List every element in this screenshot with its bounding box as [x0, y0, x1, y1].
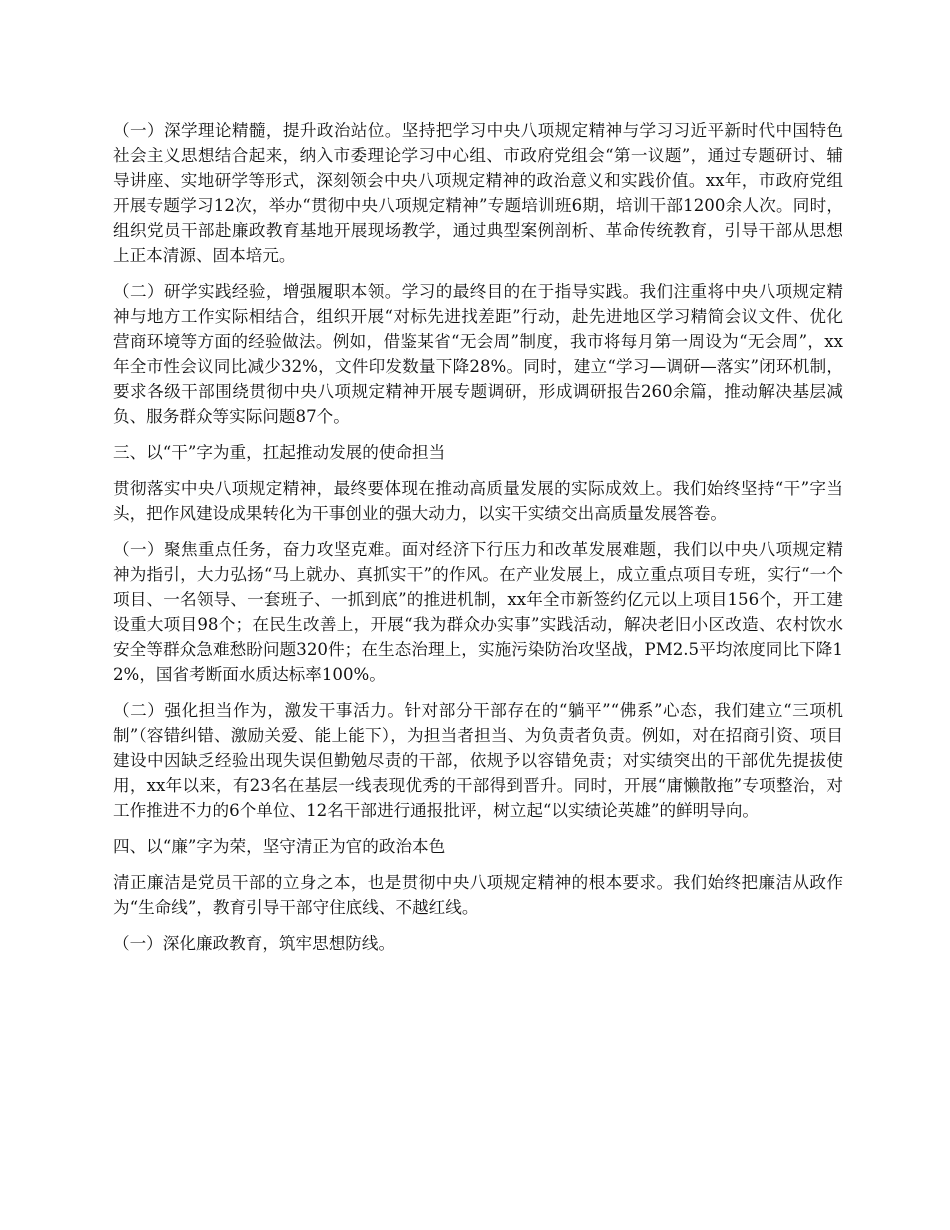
section-heading-gan: 三、以“干”字为重，扛起推动发展的使命担当 — [113, 443, 446, 462]
document-body — [113, 118, 843, 967]
section-heading-lian: 四、以“廉”字为荣，坚守清正为官的政治本色 — [113, 837, 446, 856]
paragraph-study-theory: （一）深学理论精髓，提升政治站位。坚持把学习中央八项规定精神与学习习近平新时代中国特色社会主义思想结合起来，纳入市委理论学习中心组、市政府党组会“第一议题”，通过专题研讨、辅导讲座、实地研学等形式，深刻领会中央八项规定精神的政治意义和实践价值。xx年，市政府党组开展专题学习12次，举办“贯彻中央八项规定精神”专题培训班6期，培训干部1200余人次。同时，组织党员干部赴廉政教育基地开展现场教学，通过典型案例剖析、革命传统教育，引导干部从思想上正本清源、固本培元。 — [113, 121, 843, 265]
paragraph-study-practice: （二）研学实践经验，增强履职本领。学习的最终目的在于指导实践。我们注重将中央八项规定精神与地方工作实际相结合，组织开展“对标先进找差距”行动，赴先进地区学习精简会议文件、优化营商环境等方面的经验做法。例如，借鉴某省“无会周”制度，我市将每月第一周设为“无会周”，xx年全市性会议同比减少32%，文件印发数量下降28%。同时，建立“学习—调研—落实”闭环机制，要求各级干部围绕贯彻中央八项规定精神开展专题调研，形成调研报告260余篇，推动解决基层减负、服务群众等实际问题87个。 — [113, 282, 843, 426]
paragraph-integrity-education: （一）深化廉政教育，筑牢思想防线。 — [113, 934, 396, 953]
paragraph-gan-intro: 贯彻落实中央八项规定精神，最终要体现在推动高质量发展的实际成效上。我们始终坚持“干”字当头，把作风建设成果转化为干事创业的强大动力，以实干实绩交出高质量发展答卷。 — [113, 479, 843, 523]
paragraph-key-tasks: （一）聚焦重点任务，奋力攻坚克难。面对经济下行压力和改革发展难题，我们以中央八项规定精神为指引，大力弘扬“马上就办、真抓实干”的作风。在产业发展上，成立重点项目专班，实行“一个项目、一名领导、一套班子、一抓到底”的推进机制，xx年全市新签约亿元以上项目156个，开工建设重大项目98个；在民生改善上，开展“我为群众办实事”实践活动，解决老旧小区改造、农村饮水安全等群众急难愁盼问题320件；在生态治理上，实施污染防治攻坚战，PM2.5平均浓度同比下降12%，国省考断面水质达标率100%。 — [113, 540, 843, 684]
paragraph-responsibility: （二）强化担当作为，激发干事活力。针对部分干部存在的“躺平”“佛系”心态，我们建立“三项机制”（容错纠错、激励关爱、能上能下），为担当者担当、为负责者负责。例如，对在招商引资、项目建设中因缺乏经验出现失误但勤勉尽责的干部，依规予以容错免责；对实绩突出的干部优先提拔使用，xx年以来，有23名在基层一线表现优秀的干部得到晋升。同时，开展“庸懒散拖”专项整治，对工作推进不力的6个单位、12名干部进行通报批评，树立起“以实绩论英雄”的鲜明导向。 — [113, 701, 843, 820]
paragraph-lian-intro: 清正廉洁是党员干部的立身之本，也是贯彻中央八项规定精神的根本要求。我们始终把廉洁从政作为“生命线”，教育引导干部守住底线、不越红线。 — [113, 873, 843, 917]
